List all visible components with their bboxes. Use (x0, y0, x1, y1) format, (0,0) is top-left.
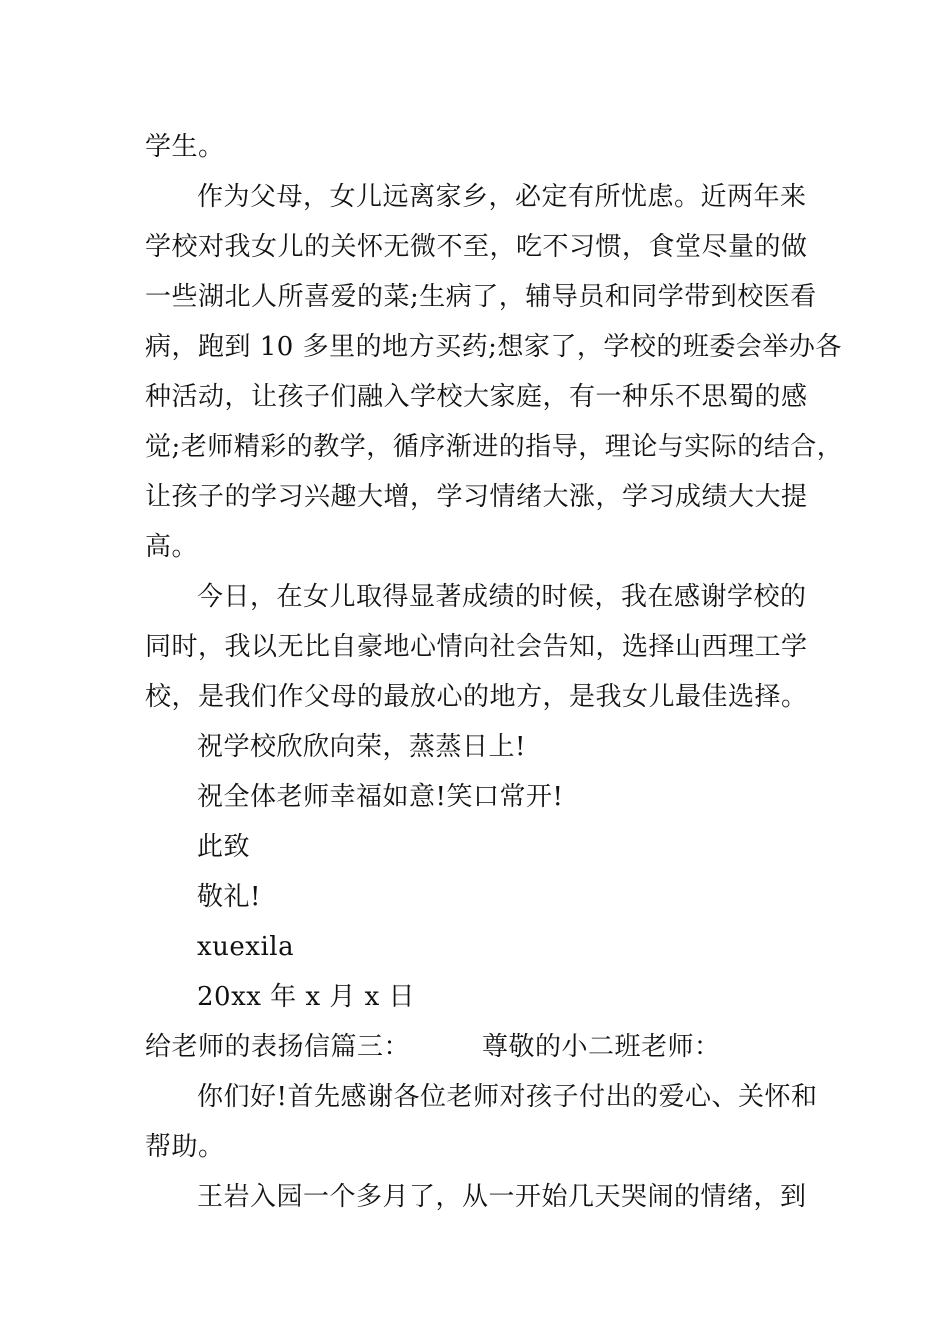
closing-wish: 祝学校欣欣向荣，蒸蒸日上! (197, 732, 526, 762)
text-line: 学校对我女儿的关怀无微不至，吃不习惯，食堂尽量的做 (145, 232, 808, 262)
text-line: 学生。 (145, 132, 225, 162)
text-line: 种活动，让孩子们融入学校大家庭，有一种乐不思蜀的感 (145, 382, 808, 412)
paragraph-start: 今日，在女儿取得显著成绩的时候，我在感谢学校的 (197, 582, 807, 612)
closing-wish: 祝全体老师幸福如意!笑口常开! (197, 782, 564, 812)
section-title: 给老师的表扬信篇三： (145, 1032, 411, 1062)
text-line: 觉;老师精彩的教学，循序渐进的指导，理论与实际的结合， (145, 432, 844, 462)
section-heading (145, 1022, 825, 1072)
text-line: 帮助。 (145, 1132, 225, 1162)
signature: xuexila (197, 932, 295, 962)
text-line: 高。 (145, 532, 199, 562)
text-line: 校，是我们作父母的最放心的地方，是我女儿最佳选择。 (145, 682, 808, 712)
text-line: 一些湖北人所喜爱的菜;生病了，辅导员和同学带到校医看 (145, 282, 817, 312)
text-line: 同时，我以无比自豪地心情向社会告知，选择山西理工学 (145, 632, 808, 662)
closing-salutation: 此致 (197, 832, 251, 862)
closing-regards: 敬礼! (197, 882, 261, 912)
paragraph-start: 你们好!首先感谢各位老师对孩子付出的爱心、关怀和 (197, 1082, 818, 1112)
document-page (145, 122, 844, 1222)
paragraph-start: 王岩入园一个多月了，从一开始几天哭闹的情绪，到 (197, 1182, 807, 1212)
heading-gap (410, 1022, 482, 1072)
text-line: 让孩子的学习兴趣大增，学习情绪大涨，学习成绩大大提 (145, 482, 808, 512)
paragraph-start: 作为父母，女儿远离家乡，必定有所忧虑。近两年来 (197, 182, 807, 212)
text-line: 病，跑到 10 多里的地方买药;想家了，学校的班委会举办各 (145, 332, 842, 362)
letter-salutation: 尊敬的小二班老师： (482, 1032, 721, 1062)
letter-date: 20xx 年 x 月 x 日 (197, 982, 416, 1012)
